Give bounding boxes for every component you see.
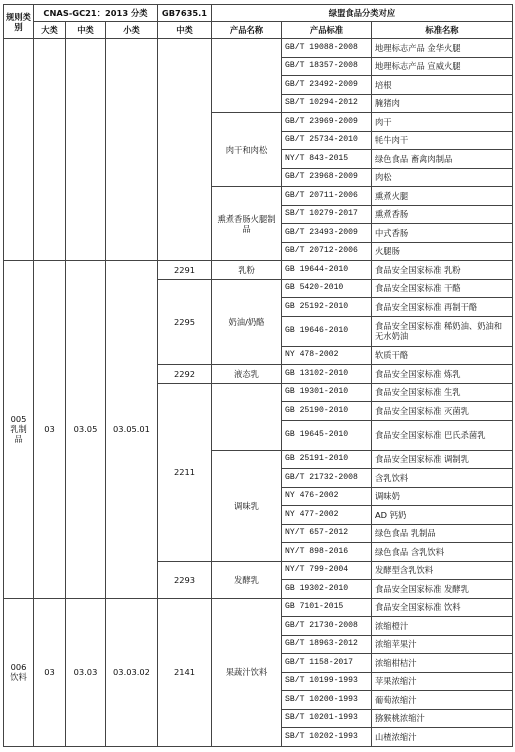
standard-name-cell: 中式香肠 (372, 224, 513, 243)
standard-name-cell: 食品安全国家标准 生乳 (372, 383, 513, 402)
standard-code-cell: GB 13102-2010 (282, 365, 372, 384)
product-name-cell: 液态乳 (212, 365, 282, 384)
header-row-1 (4, 5, 513, 22)
rule-category-cell: 006 饮料 (4, 598, 34, 746)
product-name-cell: 乳粉 (212, 261, 282, 280)
standard-code-cell: GB/T 23493-2009 (282, 224, 372, 243)
product-name-cell: 果蔬汁饮料 (212, 598, 282, 746)
standard-name-cell: 葡萄浓缩汁 (372, 691, 513, 710)
cnas-medium-cell: 03.05 (66, 261, 106, 599)
standard-code-cell: GB 19302-2010 (282, 580, 372, 599)
standard-code-cell: NY/T 799-2004 (282, 561, 372, 580)
standard-name-cell: 调味奶 (372, 487, 513, 506)
standard-code-cell: GB/T 20711-2006 (282, 187, 372, 206)
standard-name-cell: 食品安全国家标准 炼乳 (372, 365, 513, 384)
header-medium: 中类 (66, 22, 106, 39)
standard-code-cell: NY 476-2002 (282, 487, 372, 506)
food-classification-table (3, 4, 513, 747)
table-row (4, 261, 513, 280)
product-name-cell: 肉干和肉松 (212, 113, 282, 187)
standard-code-cell: SB/T 10202-1993 (282, 728, 372, 747)
rule-category-cell (4, 39, 34, 261)
table-row (4, 598, 513, 617)
standard-name-cell: 食品安全国家标准 再制干酪 (372, 298, 513, 317)
standard-code-cell: GB 19301-2010 (282, 383, 372, 402)
header-green-group: 绿盟食品分类对应 (212, 5, 513, 22)
gb-code-cell (158, 39, 212, 261)
gb-code-cell: 2292 (158, 365, 212, 384)
cnas-minor-cell: 03.05.01 (106, 261, 158, 599)
cnas-major-cell (34, 39, 66, 261)
standard-code-cell: GB/T 19088-2008 (282, 39, 372, 58)
standard-name-cell: 食品安全国家标准 乳粉 (372, 261, 513, 280)
standard-code-cell: NY 477-2002 (282, 506, 372, 525)
standard-code-cell: GB/T 23969-2009 (282, 113, 372, 132)
gb-code-cell: 2291 (158, 261, 212, 280)
standard-name-cell: 食品安全国家标准 调制乳 (372, 450, 513, 469)
standard-name-cell: 肉松 (372, 168, 513, 187)
standard-name-cell: 浓缩橙汁 (372, 617, 513, 636)
standard-code-cell: SB/T 10201-1993 (282, 709, 372, 728)
standard-name-cell: 肉干 (372, 113, 513, 132)
standard-code-cell: NY/T 843-2015 (282, 150, 372, 169)
product-name-cell (212, 383, 282, 450)
header-gb-group: GB7635.1 (158, 5, 212, 22)
standard-name-cell: 熏煮香肠 (372, 205, 513, 224)
header-product-standard: 产品标准 (282, 22, 372, 39)
standard-code-cell: GB/T 1158-2017 (282, 654, 372, 673)
standard-name-cell: 猕猴桃浓缩汁 (372, 709, 513, 728)
standard-code-cell: NY/T 657-2012 (282, 524, 372, 543)
standard-code-cell: GB 25190-2010 (282, 402, 372, 421)
standard-code-cell: SB/T 10279-2017 (282, 205, 372, 224)
standard-code-cell: GB/T 21732-2008 (282, 469, 372, 488)
standard-code-cell: GB/T 21730-2008 (282, 617, 372, 636)
header-minor: 小类 (106, 22, 158, 39)
standard-name-cell: 地理标志产品 金华火腿 (372, 39, 513, 58)
product-name-cell: 熏煮香肠火腿制品 (212, 187, 282, 261)
standard-name-cell: 食品安全国家标准 稀奶油、奶油和无水奶油 (372, 316, 513, 346)
header-row-2 (4, 22, 513, 39)
header-rule-category: 规则类别 (4, 5, 34, 39)
cnas-major-cell: 03 (34, 598, 66, 746)
standard-name-cell: 软质干酪 (372, 346, 513, 365)
standard-code-cell: GB 7101-2015 (282, 598, 372, 617)
standard-name-cell: 牦牛肉干 (372, 131, 513, 150)
header-standard-name: 标准名称 (372, 22, 513, 39)
standard-code-cell: GB/T 23492-2009 (282, 76, 372, 95)
standard-name-cell: 绿色食品 畜禽肉制品 (372, 150, 513, 169)
standard-code-cell: GB/T 23968-2009 (282, 168, 372, 187)
standard-name-cell: 绿色食品 含乳饮料 (372, 543, 513, 562)
header-gb-medium: 中类 (158, 22, 212, 39)
table-row (4, 39, 513, 58)
standard-name-cell: 火腿肠 (372, 242, 513, 261)
standard-code-cell: GB 19645-2010 (282, 420, 372, 450)
standard-code-cell: GB 25191-2010 (282, 450, 372, 469)
standard-name-cell: 食品安全国家标准 巴氏杀菌乳 (372, 420, 513, 450)
standard-code-cell: GB 5420-2010 (282, 279, 372, 298)
standard-name-cell: 食品安全国家标准 干酪 (372, 279, 513, 298)
standard-code-cell: SB/T 10294-2012 (282, 94, 372, 113)
cnas-medium-cell (66, 39, 106, 261)
standard-code-cell: NY 478-2002 (282, 346, 372, 365)
cnas-minor-cell: 03.03.02 (106, 598, 158, 746)
standard-name-cell: 绿色食品 乳制品 (372, 524, 513, 543)
standard-name-cell: 培根 (372, 76, 513, 95)
gb-code-cell: 2295 (158, 279, 212, 365)
cnas-medium-cell: 03.03 (66, 598, 106, 746)
standard-code-cell: GB 19646-2010 (282, 316, 372, 346)
product-name-cell (212, 39, 282, 113)
gb-code-cell: 2141 (158, 598, 212, 746)
header-major: 大类 (34, 22, 66, 39)
cnas-minor-cell (106, 39, 158, 261)
standard-name-cell: 浓缩柑桔汁 (372, 654, 513, 673)
standard-name-cell: 食品安全国家标准 发酵乳 (372, 580, 513, 599)
standard-name-cell: 食品安全国家标准 灭菌乳 (372, 402, 513, 421)
product-name-cell: 调味乳 (212, 450, 282, 561)
gb-code-cell: 2211 (158, 383, 212, 561)
standard-code-cell: GB 25192-2010 (282, 298, 372, 317)
standard-code-cell: NY/T 898-2016 (282, 543, 372, 562)
standard-code-cell: SB/T 10200-1993 (282, 691, 372, 710)
product-name-cell: 发酵乳 (212, 561, 282, 598)
standard-code-cell: GB/T 18963-2012 (282, 635, 372, 654)
standard-code-cell: GB 19644-2010 (282, 261, 372, 280)
rule-category-cell: 005 乳制 品 (4, 261, 34, 599)
standard-name-cell: 腌猪肉 (372, 94, 513, 113)
standard-code-cell: GB/T 18357-2008 (282, 57, 372, 76)
cnas-major-cell: 03 (34, 261, 66, 599)
standard-name-cell: 熏煮火腿 (372, 187, 513, 206)
standard-name-cell: AD 钙奶 (372, 506, 513, 525)
standard-name-cell: 苹果浓缩汁 (372, 672, 513, 691)
standard-name-cell: 食品安全国家标准 饮料 (372, 598, 513, 617)
standard-name-cell: 山楂浓缩汁 (372, 728, 513, 747)
standard-code-cell: SB/T 10199-1993 (282, 672, 372, 691)
header-product-name: 产品名称 (212, 22, 282, 39)
standard-name-cell: 发酵型含乳饮料 (372, 561, 513, 580)
gb-code-cell: 2293 (158, 561, 212, 598)
standard-code-cell: GB/T 20712-2006 (282, 242, 372, 261)
standard-name-cell: 含乳饮料 (372, 469, 513, 488)
standard-name-cell: 浓缩苹果汁 (372, 635, 513, 654)
standard-code-cell: GB/T 25734-2010 (282, 131, 372, 150)
header-cnas-group: CNAS-GC21：2013 分类 (34, 5, 158, 22)
product-name-cell: 奶油/奶酪 (212, 279, 282, 365)
standard-name-cell: 地理标志产品 宣威火腿 (372, 57, 513, 76)
